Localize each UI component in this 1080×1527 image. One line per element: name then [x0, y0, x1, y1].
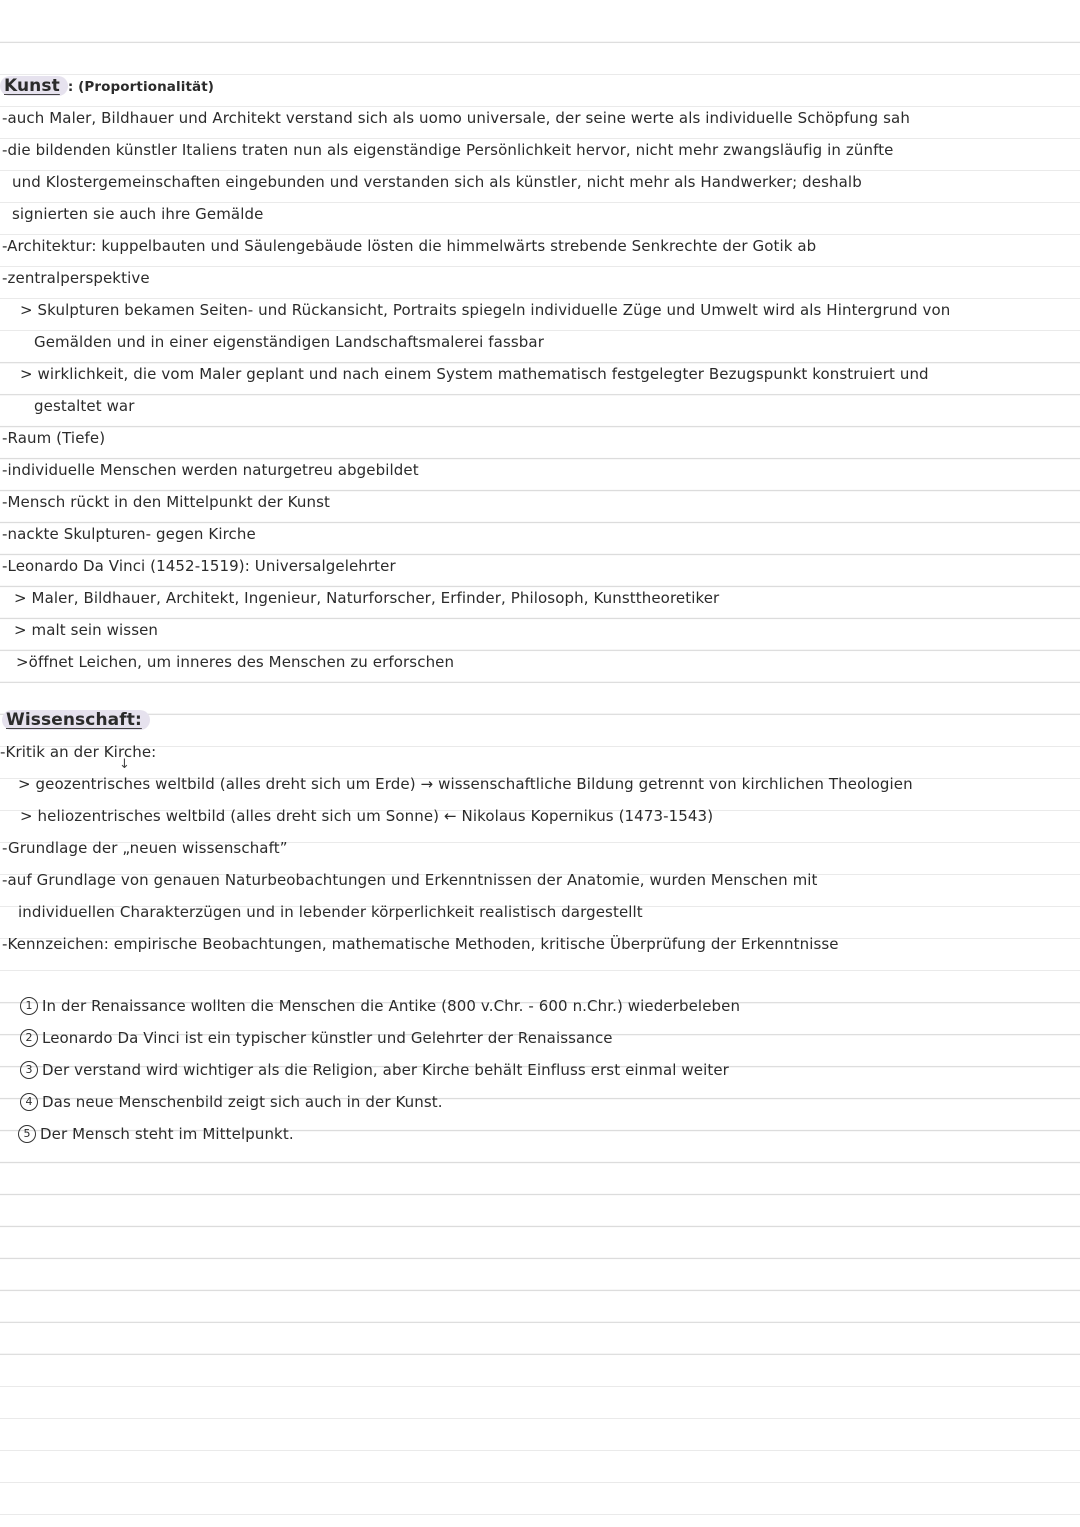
circled-number: 1 — [20, 997, 38, 1015]
circled-number: 5 — [18, 1125, 36, 1143]
summary-text: Der verstand wird wichtiger als die Religion, aber Kirche behält Einfluss erst einmal weiter — [42, 1061, 729, 1079]
circled-number: 3 — [20, 1061, 38, 1079]
kunst-line: -Leonardo Da Vinci (1452-1519): Universalgelehrter — [2, 557, 396, 575]
summary-item — [18, 1118, 1080, 1150]
kunst-line: -auch Maler, Bildhauer und Architekt verstand sich als uomo universale, der seine werte als individuelle Schöpfung sah — [2, 109, 910, 127]
wissenschaft-line: > geozentrisches weltbild (alles dreht sich um Erde) → wissenschaftliche Bildung getrennt von kirchlichen Theologien — [18, 775, 913, 793]
kunst-line: > wirklichkeit, die vom Maler geplant und nach einem System mathematisch festgelegter Bezugspunkt konstruiert und — [20, 365, 929, 383]
summary-item — [20, 1054, 1080, 1086]
summary-text: In der Renaissance wollten die Menschen die Antike (800 v.Chr. - 600 n.Chr.) wiederbeleben — [42, 997, 741, 1015]
summary-text: Leonardo Da Vinci ist ein typischer künstler und Gelehrter der Renaissance — [42, 1029, 613, 1047]
kunst-line: > Maler, Bildhauer, Architekt, Ingenieur, Naturforscher, Erfinder, Philosoph, Kunsttheoretiker — [14, 589, 720, 607]
kunst-heading-suffix: : (Proportionalität) — [67, 79, 215, 95]
kunst-line: > Skulpturen bekamen Seiten- und Rückansicht, Portraits spiegeln individuelle Züge und Umwelt wird als Hintergrund von — [20, 301, 951, 319]
wissenschaft-heading-line — [2, 704, 1080, 736]
kunst-line: >öffnet Leichen, um inneres des Menschen zu erforschen — [16, 653, 455, 671]
kunst-line: gestaltet war — [34, 397, 135, 415]
summary-item — [20, 1022, 1080, 1054]
wissenschaft-line: -Grundlage der „neuen wissenschaft” — [2, 839, 288, 857]
circled-number: 4 — [20, 1093, 38, 1111]
kunst-line: -nackte Skulpturen- gegen Kirche — [2, 525, 256, 543]
summary-text: Das neue Menschenbild zeigt sich auch in der Kunst. — [42, 1093, 443, 1111]
kunst-line: > malt sein wissen — [14, 621, 159, 639]
kunst-heading-line — [0, 70, 1080, 102]
kunst-line: -Raum (Tiefe) — [2, 429, 106, 447]
kunst-line: signierten sie auch ihre Gemälde — [12, 205, 264, 223]
kunst-heading: Kunst — [0, 76, 68, 96]
summary-text: Der Mensch steht im Mittelpunkt. — [40, 1125, 294, 1143]
wissenschaft-line: -auf Grundlage von genauen Naturbeobachtungen und Erkenntnissen der Anatomie, wurden Menschen mit — [2, 871, 818, 889]
kunst-line: -zentralperspektive — [2, 269, 150, 287]
wissenschaft-heading: Wissenschaft: — [2, 710, 150, 730]
circled-number: 2 — [20, 1029, 38, 1047]
kunst-line: und Klostergemeinschaften eingebunden und verstanden sich als künstler, nicht mehr als Handwerker; deshalb — [12, 173, 862, 191]
down-arrow-icon: ↓ — [119, 757, 130, 772]
kunst-line: -Mensch rückt in den Mittelpunkt der Kunst — [2, 493, 330, 511]
wissenschaft-line: individuellen Charakterzügen und in lebender körperlichkeit realistisch dargestellt — [18, 903, 643, 921]
summary-item — [20, 1086, 1080, 1118]
wissenschaft-line: > heliozentrisches weltbild (alles dreht sich um Sonne) ← Nikolaus Kopernikus (1473-1543) — [20, 807, 714, 825]
wissenschaft-line: -Kennzeichen: empirische Beobachtungen, mathematische Methoden, kritische Überprüfung der Erkenntnisse — [2, 935, 839, 953]
wissenschaft-line: -Kritik an der Kirche: — [0, 743, 157, 761]
kunst-line: -die bildenden künstler Italiens traten nun als eigenständige Persönlichkeit hervor, nicht mehr zwangsläufig in zünfte — [2, 141, 894, 159]
kunst-line: -individuelle Menschen werden naturgetreu abgebildet — [2, 461, 419, 479]
summary-item — [20, 990, 1080, 1022]
kunst-line: Gemälden und in einer eigenständigen Landschaftsmalerei fassbar — [34, 333, 544, 351]
kunst-line: -Architektur: kuppelbauten und Säulengebäude lösten die himmelwärts strebende Senkrechte der Gotik ab — [2, 237, 817, 255]
